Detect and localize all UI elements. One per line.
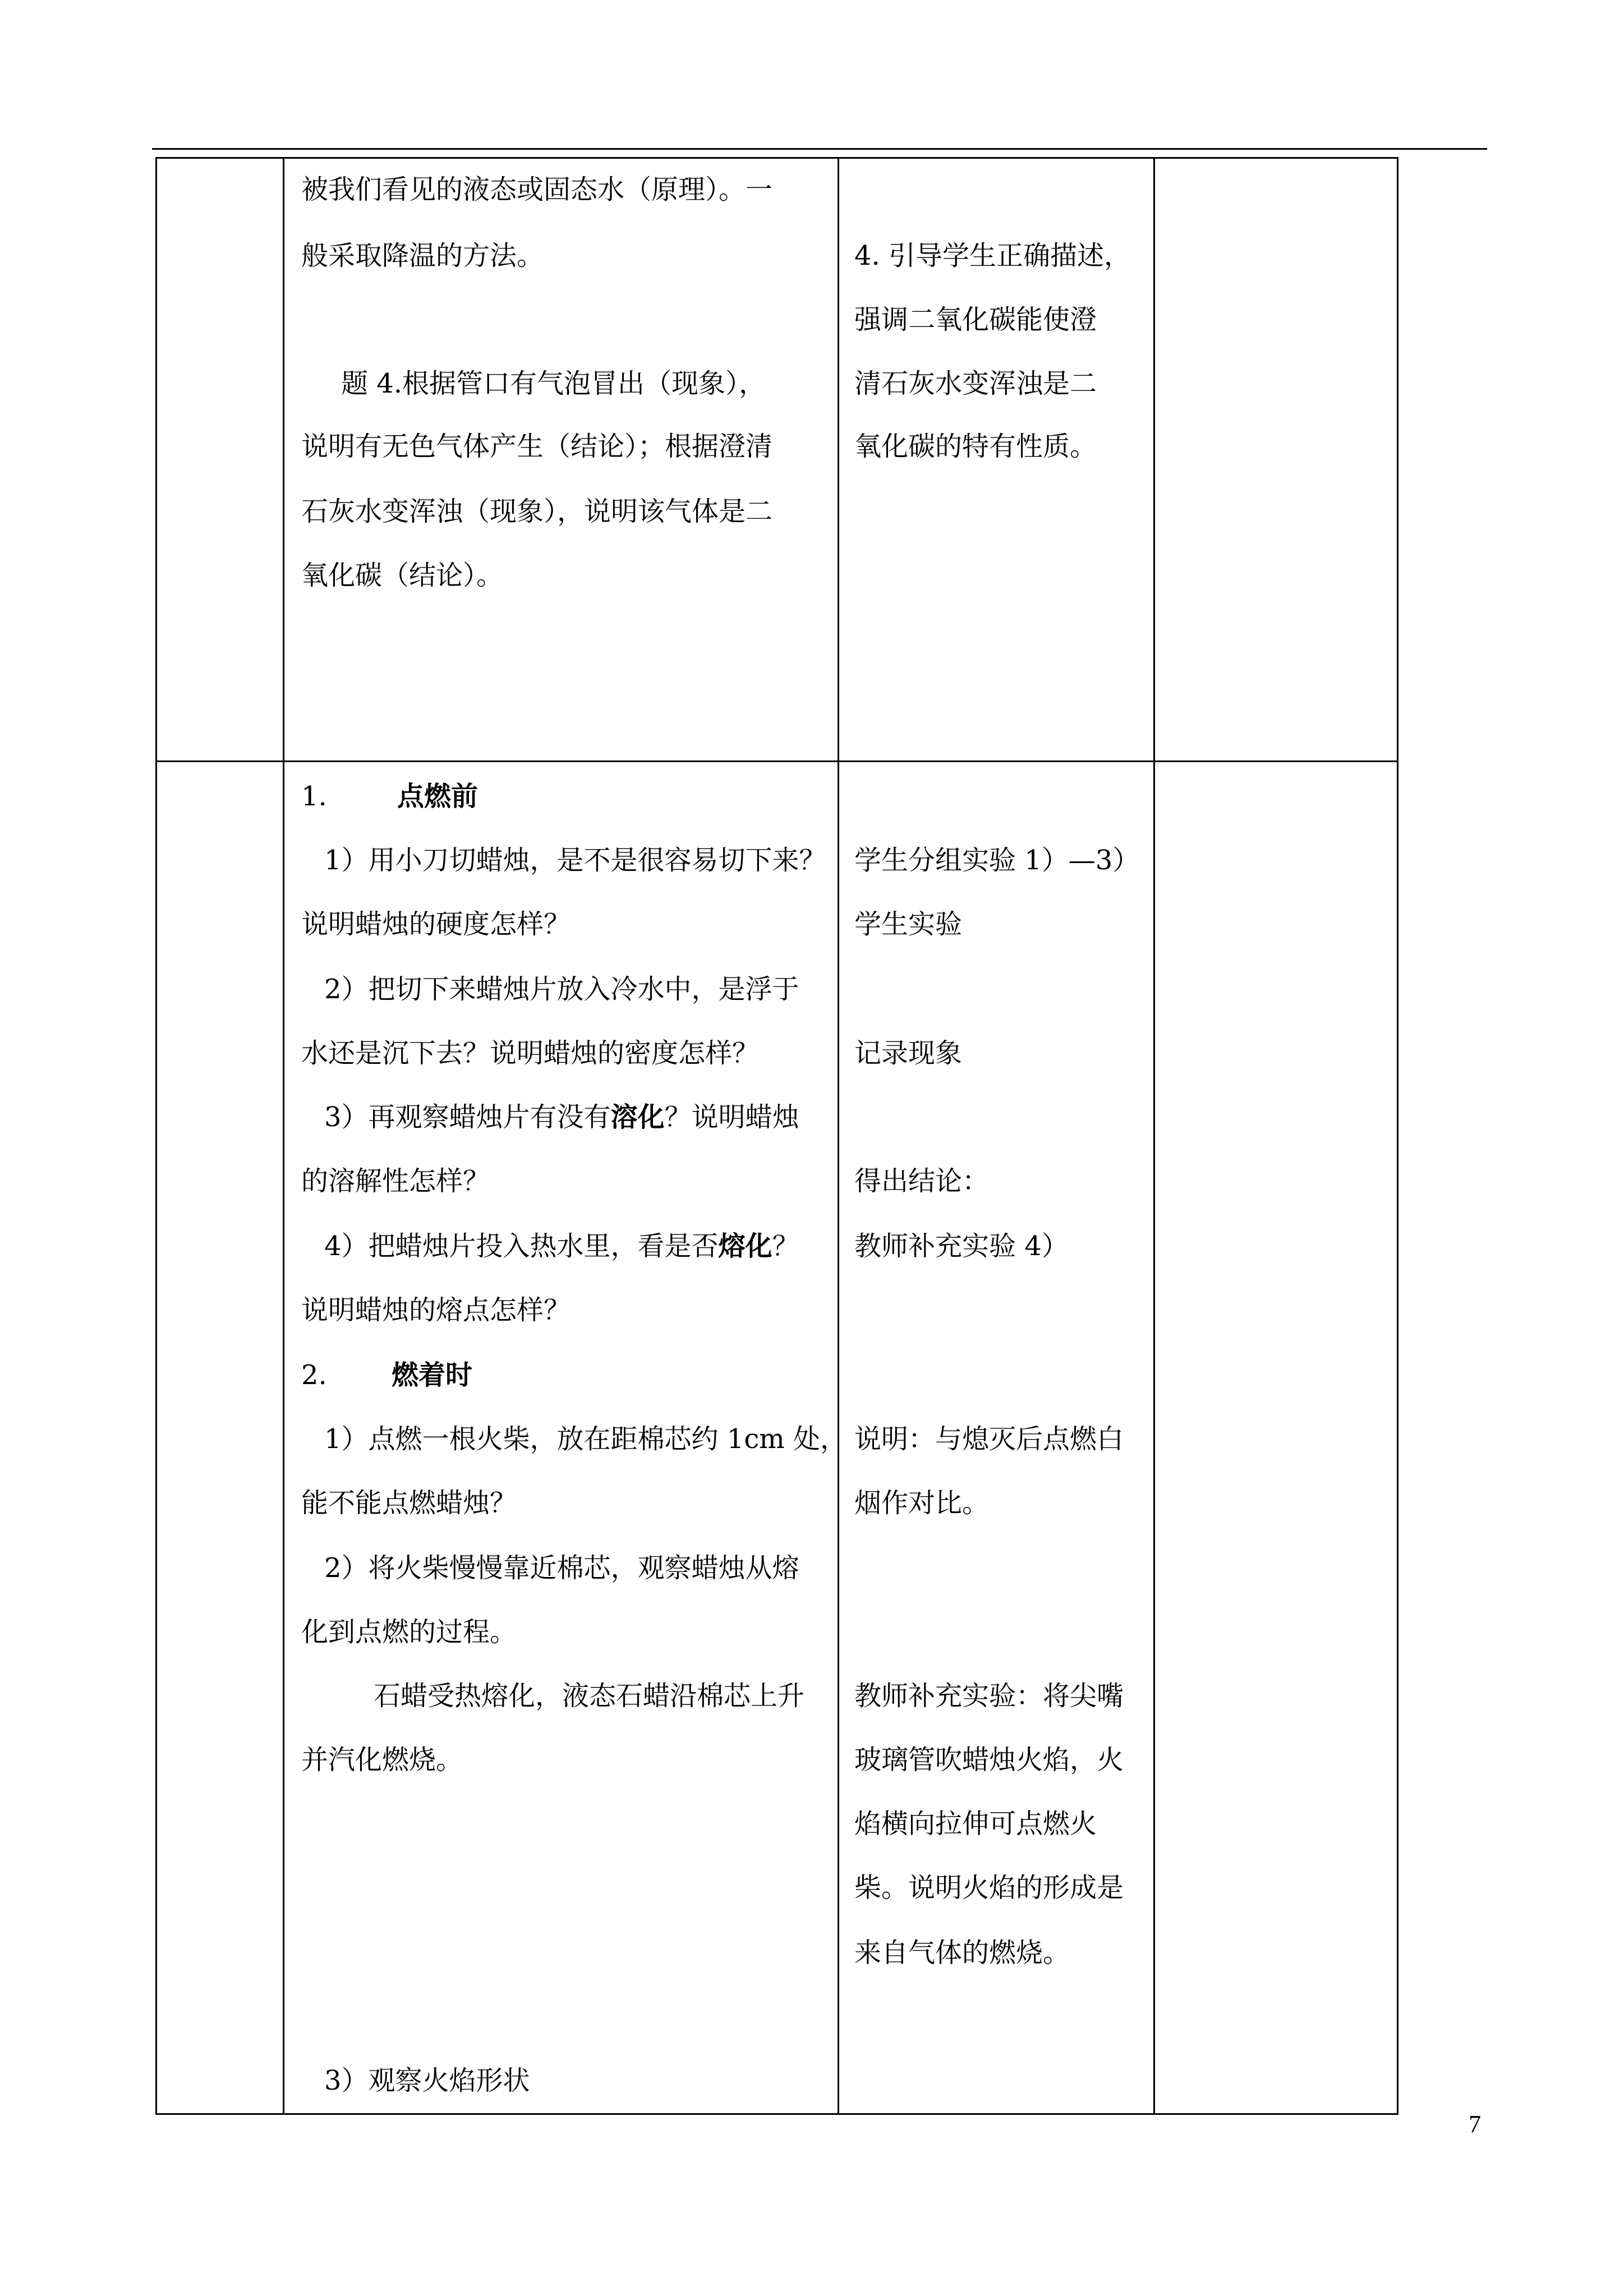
activity-line: 柴。说明火焰的形成是 [854,1872,1124,1903]
question-text: ？说明蜡烛 [664,1101,799,1133]
table-vline-1 [155,157,157,2114]
upper-left-line: 题 4.根据管口有气泡冒出（现象）， [341,368,766,399]
table-vline-3 [838,157,839,2114]
question-line: 说明蜡烛的熔点怎样？ [301,1294,571,1326]
section-2-title: 燃着时 [392,1359,473,1391]
question-line: 说明蜡烛的硬度怎样？ [301,909,571,940]
upper-right-line: 清石灰水变浑浊是二 [854,368,1097,399]
question-line: 2）把切下来蜡烛片放入冷水中，是浮于 [324,974,799,1005]
question-line: 2）将火柴慢慢靠近棉芯，观察蜡烛从熔 [324,1552,799,1584]
table-top-line [155,157,1398,159]
section-1-number: 1. [301,781,327,812]
question-line: 化到点燃的过程。 [301,1616,517,1648]
bold-term: 熔化 [718,1230,772,1262]
question-line: 水还是沉下去？说明蜡烛的密度怎样？ [301,1038,760,1069]
activity-line: 烟作对比。 [854,1487,990,1519]
question-line: 1）用小刀切蜡烛，是不是很容易切下来？ [324,845,826,876]
activity-line: 学生实验 [854,909,963,940]
activity-line: 玻璃管吹蜡烛火焰，火 [854,1744,1124,1776]
activity-line: 来自气体的燃烧。 [854,1937,1070,1968]
question-line: 1）点燃一根火柴，放在距棉芯约 1cm 处， [324,1423,847,1455]
upper-left-line: 氧化碳（结论）。 [301,560,504,591]
activity-line: 教师补充实验 4） [854,1230,1069,1262]
table-vline-2 [283,157,284,2114]
activity-line: 焰横向拉伸可点燃火 [854,1808,1097,1839]
activity-line: 得出结论： [854,1165,990,1197]
upper-left-line: 被我们看见的液态或固态水（原理）。一 [301,174,773,205]
note-line: 石蜡受热熔化，液态石蜡沿棉芯上升 [374,1680,805,1712]
upper-left-line: 石灰水变浑浊（现象），说明该气体是二 [301,496,773,527]
question-text: 3）再观察蜡烛片有没有 [324,1101,611,1133]
activity-line: 说明：与熄灭后点燃白 [854,1423,1124,1455]
question-line [324,1228,799,1264]
upper-right-line: 氧化碳的特有性质。 [854,431,1097,462]
activity-line: 学生分组实验 1）—3） [854,845,1140,876]
table-bottom-line [155,2113,1398,2115]
upper-right-line: 4. 引导学生正确描述， [854,240,1131,271]
table-vline-4 [1153,157,1155,2114]
question-line: 3）观察火焰形状 [324,2065,530,2096]
header-rule [152,148,1487,150]
section-2-number: 2. [301,1359,327,1391]
page-number: 7 [1469,2110,1481,2138]
question-text: ？ [772,1230,799,1262]
question-line: 能不能点燃蜡烛？ [301,1487,517,1519]
question-line: 的溶解性怎样？ [301,1165,490,1197]
upper-left-line: 说明有无色气体产生（结论）；根据澄清 [301,431,773,462]
question-text: 4）把蜡烛片投入热水里，看是否 [324,1230,719,1262]
table-vline-5 [1397,157,1398,2114]
upper-right-line: 强调二氧化碳能使澄 [854,304,1097,335]
table-row-divider [155,760,1398,762]
section-1-title: 点燃前 [397,781,479,812]
note-line: 并汽化燃烧。 [301,1744,463,1776]
bold-term: 溶化 [610,1101,665,1133]
question-line [324,1099,799,1135]
upper-left-line: 般采取降温的方法。 [301,240,544,271]
activity-line: 记录现象 [854,1038,963,1069]
activity-line: 教师补充实验：将尖嘴 [854,1680,1124,1712]
